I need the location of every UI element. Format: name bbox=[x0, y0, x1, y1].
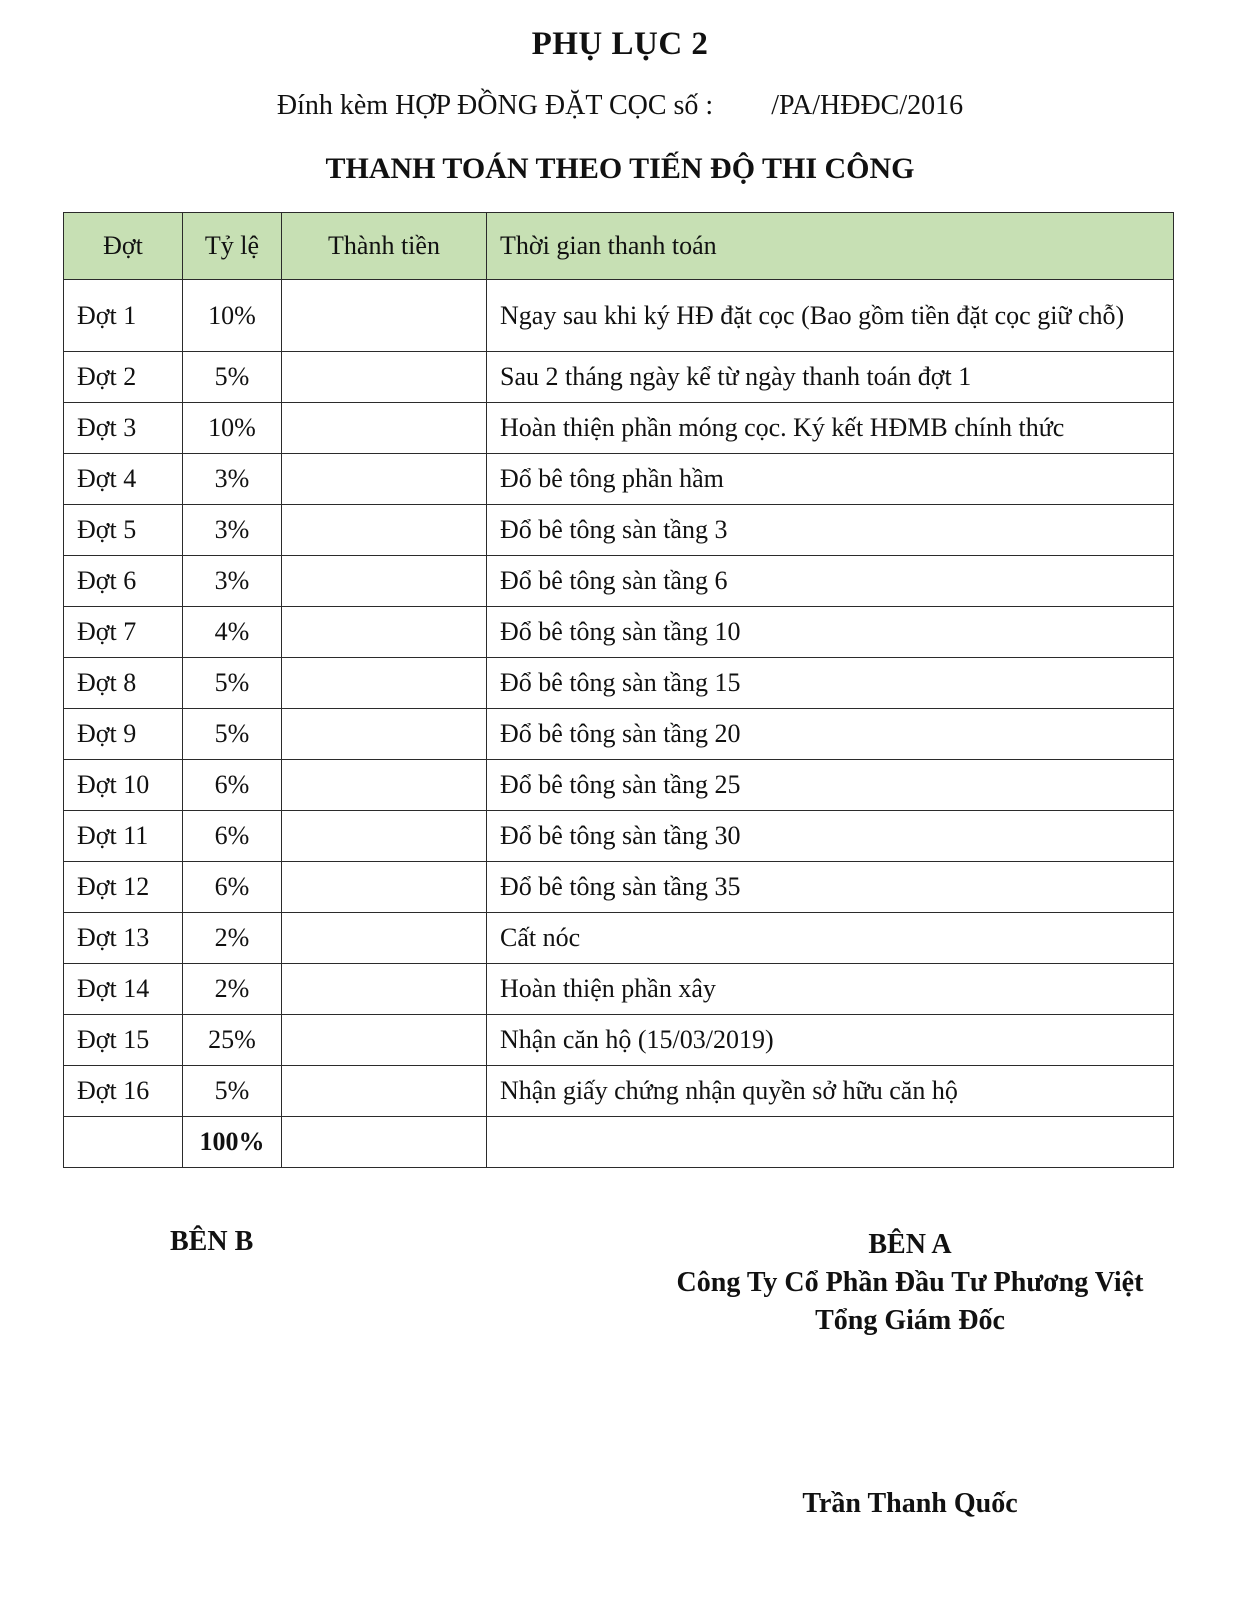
rate-cell: 6% bbox=[183, 862, 282, 913]
amount-cell bbox=[282, 352, 487, 403]
party-b-label: BÊN B bbox=[170, 1226, 254, 1257]
installment-cell: Đợt 15 bbox=[64, 1015, 183, 1066]
rate-cell: 3% bbox=[183, 556, 282, 607]
company-name: Công Ty Cổ Phần Đầu Tư Phương Việt bbox=[676, 1267, 1144, 1298]
table-row bbox=[64, 709, 1174, 760]
payment-time-cell: Nhận giấy chứng nhận quyền sở hữu căn hộ bbox=[487, 1066, 1174, 1117]
rate-cell: 5% bbox=[183, 709, 282, 760]
amount-cell bbox=[282, 709, 487, 760]
table-row bbox=[64, 280, 1174, 352]
rate-cell: 5% bbox=[183, 352, 282, 403]
section-heading: THANH TOÁN THEO TIẾN ĐỘ THI CÔNG bbox=[325, 152, 915, 185]
table-row bbox=[64, 1066, 1174, 1117]
installment-cell: Đợt 6 bbox=[64, 556, 183, 607]
payment-schedule-table bbox=[63, 212, 1174, 1168]
payment-time-cell: Đổ bê tông sàn tầng 6 bbox=[487, 556, 1174, 607]
installment-cell: Đợt 11 bbox=[64, 811, 183, 862]
table-row bbox=[64, 862, 1174, 913]
table-row bbox=[64, 403, 1174, 454]
payment-time-cell: Nhận căn hộ (15/03/2019) bbox=[487, 1015, 1174, 1066]
rate-cell: 6% bbox=[183, 760, 282, 811]
installment-cell: Đợt 10 bbox=[64, 760, 183, 811]
installment-cell: Đợt 5 bbox=[64, 505, 183, 556]
table-row bbox=[64, 760, 1174, 811]
rate-cell: 2% bbox=[183, 964, 282, 1015]
column-header-amount: Thành tiền bbox=[282, 213, 487, 280]
amount-cell bbox=[282, 280, 487, 352]
column-header-installment: Đợt bbox=[64, 213, 183, 280]
table-row bbox=[64, 454, 1174, 505]
signer-position: Tổng Giám Đốc bbox=[815, 1305, 1005, 1336]
table-row bbox=[64, 913, 1174, 964]
amount-cell bbox=[282, 454, 487, 505]
table-row bbox=[64, 1015, 1174, 1066]
contract-reference bbox=[0, 90, 1240, 122]
total-amount-cell bbox=[282, 1117, 487, 1168]
table-row bbox=[64, 964, 1174, 1015]
table-row bbox=[64, 556, 1174, 607]
rate-cell: 4% bbox=[183, 607, 282, 658]
column-header-rate: Tỷ lệ bbox=[183, 213, 282, 280]
amount-cell bbox=[282, 1066, 487, 1117]
rate-cell: 5% bbox=[183, 1066, 282, 1117]
table-header-row bbox=[64, 213, 1174, 280]
table-row bbox=[64, 352, 1174, 403]
payment-time-cell: Đổ bê tông sàn tầng 35 bbox=[487, 862, 1174, 913]
installment-cell: Đợt 8 bbox=[64, 658, 183, 709]
party-a-label: BÊN A bbox=[868, 1229, 952, 1260]
installment-cell: Đợt 1 bbox=[64, 280, 183, 352]
rate-cell: 3% bbox=[183, 505, 282, 556]
amount-cell bbox=[282, 1015, 487, 1066]
total-label-cell bbox=[64, 1117, 183, 1168]
rate-cell: 6% bbox=[183, 811, 282, 862]
rate-cell: 10% bbox=[183, 280, 282, 352]
amount-cell bbox=[282, 964, 487, 1015]
payment-time-cell: Đổ bê tông phần hầm bbox=[487, 454, 1174, 505]
installment-cell: Đợt 14 bbox=[64, 964, 183, 1015]
amount-cell bbox=[282, 811, 487, 862]
total-time-cell bbox=[487, 1117, 1174, 1168]
payment-time-cell: Ngay sau khi ký HĐ đặt cọc (Bao gồm tiền đặt cọc giữ chỗ) bbox=[487, 280, 1174, 352]
payment-time-cell: Hoàn thiện phần móng cọc. Ký kết HĐMB chính thức bbox=[487, 403, 1174, 454]
table-row bbox=[64, 658, 1174, 709]
total-row bbox=[64, 1117, 1174, 1168]
payment-time-cell: Hoàn thiện phần xây bbox=[487, 964, 1174, 1015]
installment-cell: Đợt 2 bbox=[64, 352, 183, 403]
table-row bbox=[64, 505, 1174, 556]
installment-cell: Đợt 12 bbox=[64, 862, 183, 913]
installment-cell: Đợt 13 bbox=[64, 913, 183, 964]
installment-cell: Đợt 7 bbox=[64, 607, 183, 658]
table-row bbox=[64, 607, 1174, 658]
amount-cell bbox=[282, 760, 487, 811]
amount-cell bbox=[282, 505, 487, 556]
amount-cell bbox=[282, 913, 487, 964]
rate-cell: 10% bbox=[183, 403, 282, 454]
rate-cell: 3% bbox=[183, 454, 282, 505]
table-row bbox=[64, 811, 1174, 862]
payment-time-cell: Đổ bê tông sàn tầng 3 bbox=[487, 505, 1174, 556]
payment-time-cell: Cất nóc bbox=[487, 913, 1174, 964]
payment-time-cell: Đổ bê tông sàn tầng 10 bbox=[487, 607, 1174, 658]
rate-cell: 2% bbox=[183, 913, 282, 964]
page-title: PHỤ LỤC 2 bbox=[531, 26, 709, 62]
contract-reference-number: /PA/HĐĐC/2016 bbox=[771, 90, 964, 121]
installment-cell: Đợt 4 bbox=[64, 454, 183, 505]
payment-time-cell: Đổ bê tông sàn tầng 30 bbox=[487, 811, 1174, 862]
table-body bbox=[64, 280, 1174, 1168]
amount-cell bbox=[282, 862, 487, 913]
column-header-payment-time: Thời gian thanh toán bbox=[487, 213, 1174, 280]
amount-cell bbox=[282, 403, 487, 454]
total-rate-cell: 100% bbox=[183, 1117, 282, 1168]
payment-time-cell: Đổ bê tông sàn tầng 20 bbox=[487, 709, 1174, 760]
payment-time-cell: Đổ bê tông sàn tầng 25 bbox=[487, 760, 1174, 811]
signer-name: Trần Thanh Quốc bbox=[802, 1488, 1018, 1519]
contract-reference-prefix: Đính kèm HỢP ĐỒNG ĐẶT CỌC số : bbox=[276, 90, 714, 121]
amount-cell bbox=[282, 607, 487, 658]
payment-time-cell: Sau 2 tháng ngày kể từ ngày thanh toán đợt 1 bbox=[487, 352, 1174, 403]
installment-cell: Đợt 3 bbox=[64, 403, 183, 454]
installment-cell: Đợt 9 bbox=[64, 709, 183, 760]
party-a-block bbox=[630, 1226, 1190, 1340]
installment-cell: Đợt 16 bbox=[64, 1066, 183, 1117]
rate-cell: 25% bbox=[183, 1015, 282, 1066]
amount-cell bbox=[282, 658, 487, 709]
rate-cell: 5% bbox=[183, 658, 282, 709]
payment-time-cell: Đổ bê tông sàn tầng 15 bbox=[487, 658, 1174, 709]
amount-cell bbox=[282, 556, 487, 607]
